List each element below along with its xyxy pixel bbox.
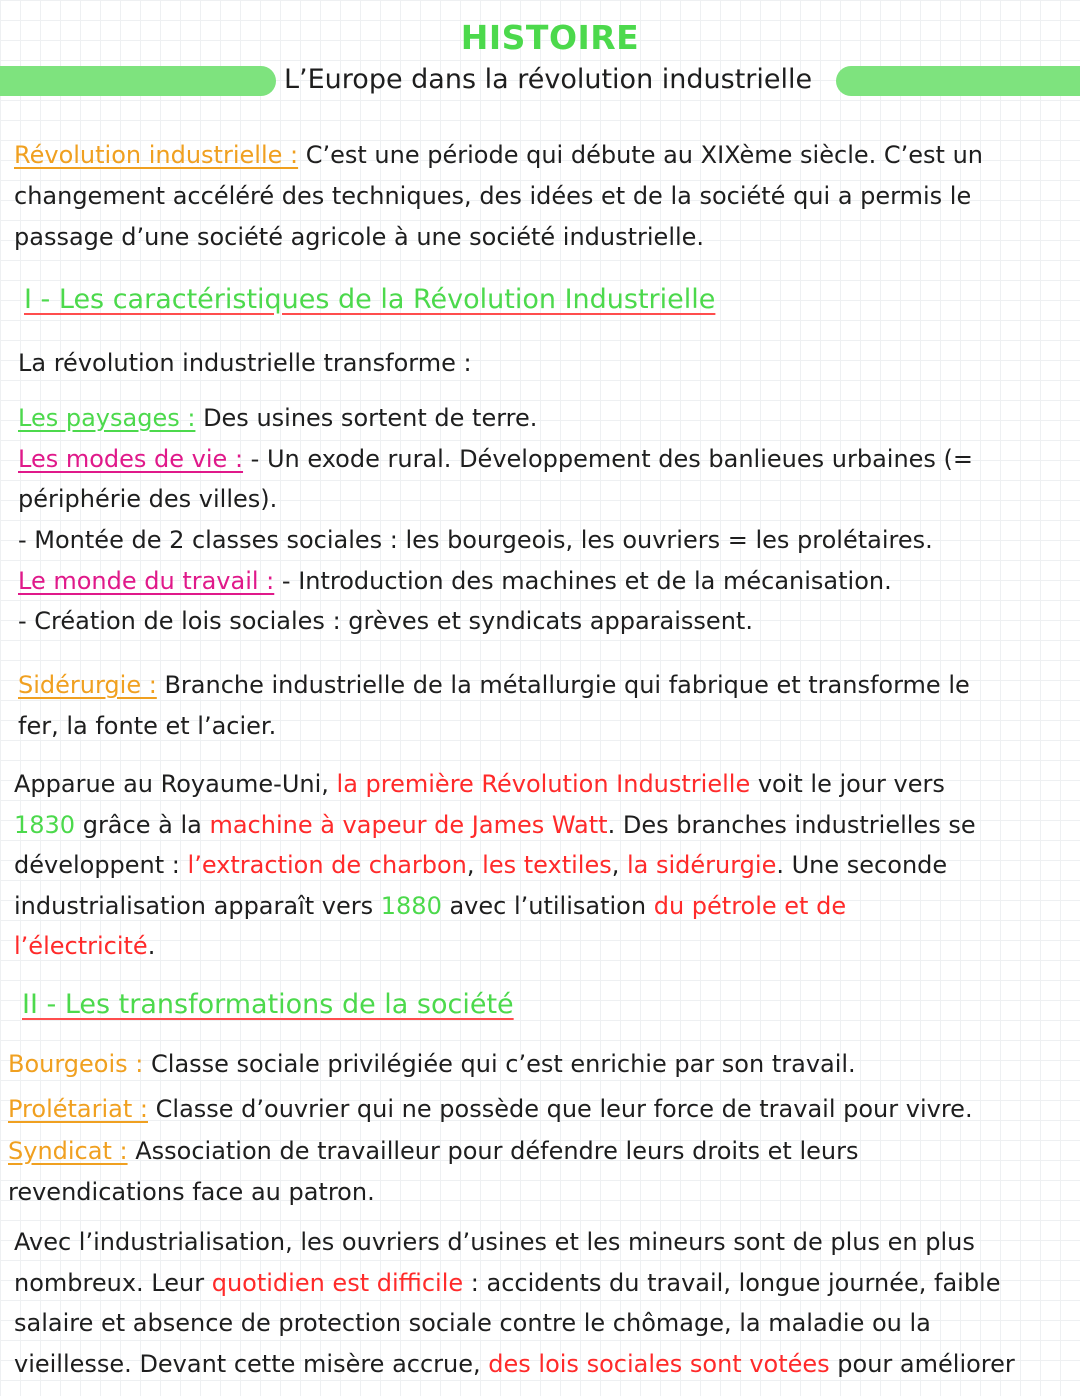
text-span: .	[147, 932, 156, 960]
paragraph-2-line1: Avec l’industrialisation, les ouvriers d’usines et les mineurs sont de plus en plus	[14, 1228, 975, 1256]
paysages-line	[18, 403, 537, 433]
text-span: avec l’utilisation	[441, 892, 654, 920]
highlight-span: la sidérurgie	[626, 851, 777, 879]
paragraph-1-line3	[14, 850, 947, 880]
paysages-text: Des usines sortent de terre.	[203, 404, 538, 432]
monde-du-travail-line2: - Création de lois sociales : grèves et syndicats apparaissent.	[18, 607, 753, 635]
syndicat-line2: revendications face au patron.	[8, 1178, 375, 1206]
monde-du-travail-line	[18, 566, 892, 596]
highlight-span: la première Révolution Industrielle	[336, 770, 751, 798]
section-1-heading: I - Les caractéristiques de la Révolution Industrielle	[24, 284, 716, 315]
highlight-span: l’électricité	[14, 932, 148, 960]
term-modes-de-vie: Les modes de vie :	[18, 445, 244, 473]
term-paysages: Les paysages :	[18, 404, 196, 432]
title-banner-left	[0, 66, 276, 96]
text-span: pour améliorer	[829, 1350, 1015, 1378]
paragraph-1-line5	[14, 931, 155, 961]
paragraph-1-line4	[14, 891, 846, 921]
text-span: ,	[611, 851, 627, 879]
definition-revolution-line3: passage d’une société agricole à une société industrielle.	[14, 223, 705, 251]
siderurgie-line	[18, 670, 970, 700]
date-span: 1880	[380, 892, 442, 920]
modes-de-vie-line2: périphérie des villes).	[18, 485, 278, 513]
section-1-intro: La révolution industrielle transforme :	[18, 349, 472, 377]
text-span: grâce à la	[75, 811, 210, 839]
bourgeois-text: Classe sociale privilégiée qui c’est enrichie par son travail.	[151, 1050, 856, 1078]
term-syndicat: Syndicat :	[8, 1137, 128, 1165]
highlight-span: quotidien est difficile	[211, 1269, 464, 1297]
modes-de-vie-line3: - Montée de 2 classes sociales : les bourgeois, les ouvriers = les prolétaires.	[18, 526, 933, 554]
paragraph-1-line1	[14, 769, 945, 799]
term-bourgeois: Bourgeois :	[8, 1050, 144, 1078]
section-2-heading: II - Les transformations de la société	[22, 989, 514, 1020]
text-span: voit le jour vers	[750, 770, 945, 798]
definition-text: C’est une période qui débute au XIXème siècle. C’est un	[305, 141, 983, 169]
date-span: 1830	[14, 811, 76, 839]
monde-du-travail-text: - Introduction des machines et de la mécanisation.	[281, 567, 892, 595]
text-span: nombreux. Leur	[14, 1269, 212, 1297]
text-span: vieillesse. Devant cette misère accrue,	[14, 1350, 489, 1378]
page-subtitle: L’Europe dans la révolution industrielle	[284, 64, 813, 95]
definition-revolution-line2: changement accéléré des techniques, des idées et de la société qui a permis le	[14, 182, 972, 210]
term-siderurgie: Sidérurgie :	[18, 671, 157, 699]
highlight-span: des lois sociales sont votées	[488, 1350, 830, 1378]
paragraph-1-line2	[14, 810, 976, 840]
highlight-span: du pétrole et de	[653, 892, 847, 920]
text-span: : accidents du travail, longue journée, faible	[463, 1269, 1001, 1297]
siderurgie-text: Branche industrielle de la métallurgie qui fabrique et transforme le	[164, 671, 970, 699]
bourgeois-line	[8, 1049, 856, 1079]
syndicat-text: Association de travailleur pour défendre leurs droits et leurs	[135, 1137, 859, 1165]
paragraph-2-line2	[14, 1268, 1000, 1298]
definition-revolution-line1	[14, 140, 983, 170]
syndicat-line	[8, 1136, 858, 1166]
proletariat-line	[8, 1094, 973, 1124]
modes-de-vie-text: - Un exode rural. Développement des banlieues urbaines (=	[250, 445, 974, 473]
paragraph-2-line4	[14, 1349, 1015, 1379]
text-span: . Des branches industrielles se	[607, 811, 976, 839]
term-proletariat: Prolétariat :	[8, 1095, 148, 1123]
page-title: HISTOIRE	[460, 18, 640, 57]
proletariat-text: Classe d’ouvrier qui ne possède que leur force de travail pour vivre.	[155, 1095, 973, 1123]
term-revolution-industrielle: Révolution industrielle :	[14, 141, 299, 169]
highlight-span: machine à vapeur de James Watt	[209, 811, 608, 839]
highlight-span: l’extraction de charbon	[187, 851, 467, 879]
text-span: ,	[466, 851, 483, 879]
title-banner-right	[836, 66, 1080, 96]
highlight-span: les textiles	[482, 851, 612, 879]
modes-de-vie-line	[18, 444, 973, 474]
text-span: développent :	[14, 851, 188, 879]
term-monde-du-travail: Le monde du travail :	[18, 567, 275, 595]
text-span: . Une seconde	[776, 851, 948, 879]
paragraph-2-line3: salaire et absence de protection sociale contre le chômage, la maladie ou la	[14, 1309, 931, 1337]
siderurgie-line2: fer, la fonte et l’acier.	[18, 712, 277, 740]
text-span: industrialisation apparaît vers	[14, 892, 381, 920]
text-span: Apparue au Royaume-Uni,	[14, 770, 337, 798]
